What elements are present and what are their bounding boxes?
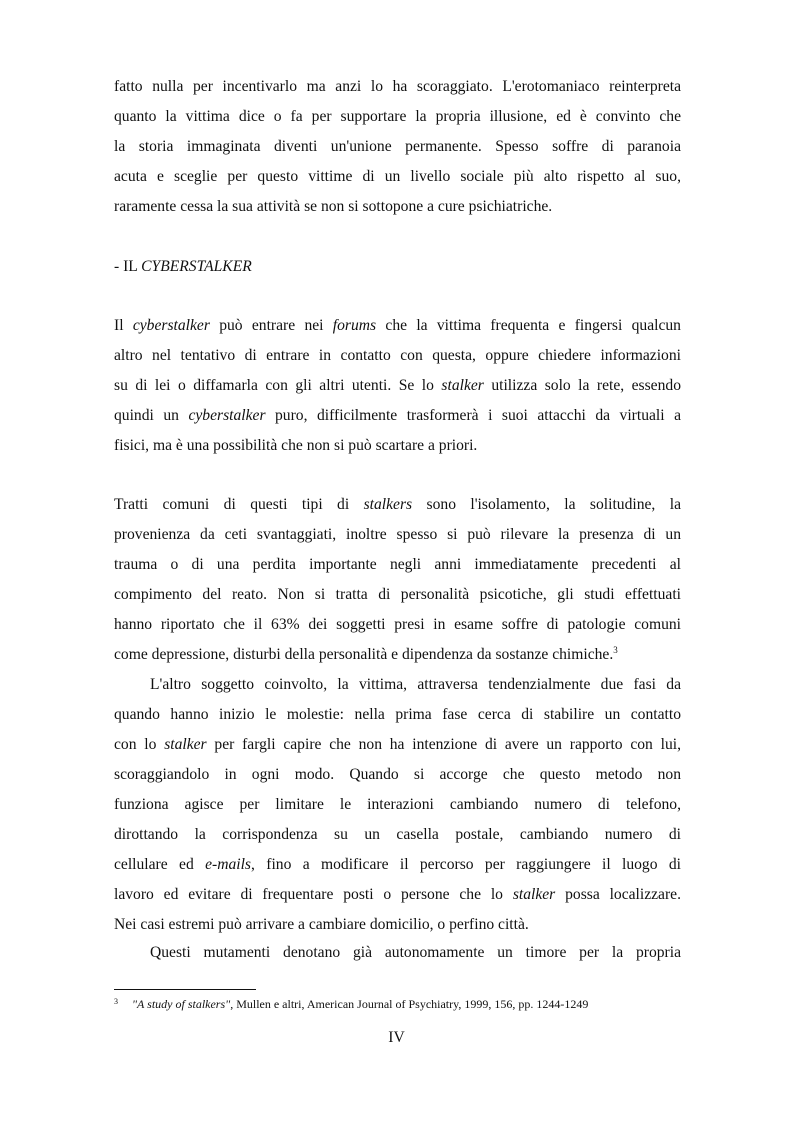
footnote-number: 3 xyxy=(114,997,118,1006)
text-line: come depressione, disturbi della personalità e dipendenza da sostanze chimiche.$^3$ xyxy=(114,645,618,663)
text-line: scoraggiandolo in ogni modo. Quando si accorge che questo metodo non xyxy=(114,766,681,783)
text-line: Tratti comuni di questi tipi di stalkers sono l'isolamento, la solitudine, la xyxy=(114,496,681,513)
footnote-reference[interactable]: 3 xyxy=(613,645,618,655)
text-line: con lo stalker per fargli capire che non ha intenzione di avere un rapporto con lui, xyxy=(114,736,681,753)
paragraph-erotomaniac xyxy=(114,72,681,222)
heading-prefix: - IL xyxy=(114,258,142,275)
text-line: quando hanno inizio le molestie: nella prima fase cerca di stabilire un contatto xyxy=(114,706,681,723)
text-line: Il cyberstalker può entrare nei forums che la vittima frequenta e fingersi qualcun xyxy=(114,317,681,334)
footnote-separator xyxy=(114,989,256,990)
text-line: compimento del reato. Non si tratta di personalità psicotiche, gli studi effettuati xyxy=(114,586,681,603)
page-number: IV xyxy=(388,1029,405,1046)
text-line: trauma o di una perdita importante negli anni immediatamente precedenti al xyxy=(114,556,681,573)
paragraph-common-traits xyxy=(114,490,681,670)
text-line: fisici, ma è una possibilità che non si può scartare a priori. xyxy=(114,437,478,454)
text-line: lavoro ed evitare di frequentare posti o persone che lo stalker possa localizzare. xyxy=(114,886,681,903)
paragraph-changes xyxy=(114,938,681,968)
text-line: L'altro soggetto coinvolto, la vittima, attraversa tendenzialmente due fasi da xyxy=(150,676,681,693)
text-line: cellulare ed e-mails, fino a modificare il percorso per raggiungere il luogo di xyxy=(114,856,681,873)
text-line: la storia immaginata diventi un'unione permanente. Spesso soffre di paranoia xyxy=(114,138,681,155)
text-line: quindi un cyberstalker puro, difficilmente trasformerà i suoi attacchi da virtuali a xyxy=(114,407,682,424)
text-line: provenienza da ceti svantaggiati, inoltre spesso si può rilevare la presenza di un xyxy=(114,526,681,543)
text-line: fatto nulla per incentivarlo ma anzi lo ha scoraggiato. L'erotomaniaco reinterpreta xyxy=(114,78,681,95)
section-heading xyxy=(114,252,681,282)
text-line: Nei casi estremi può arrivare a cambiare domicilio, o perfino città. xyxy=(114,916,529,933)
paragraph-cyberstalker xyxy=(114,311,681,461)
text-line: quanto la vittima dice o fa per supportare la propria illusione, ed è convinto che xyxy=(114,108,681,125)
text-line: raramente cessa la sua attività se non si sottopone a cure psichiatriche. xyxy=(114,198,553,215)
text-line: hanno riportato che il 63% dei soggetti presi in esame soffre di patologie comuni xyxy=(114,616,681,633)
text-line: dirottando la corrispondenza su un casella postale, cambiando numero di xyxy=(114,826,681,843)
heading-title: CYBERSTALKER xyxy=(141,258,252,275)
footnote-title: "A study of stalkers" xyxy=(132,997,231,1011)
footnote-text: , Mullen e altri, American Journal of Psychiatry, 1999, 156, pp. 1244-1249 xyxy=(230,997,589,1011)
paragraph-victim xyxy=(114,670,681,940)
text-line: altro nel tentativo di entrare in contatto con questa, oppure chiedere informazioni xyxy=(114,347,681,364)
footnote xyxy=(114,994,681,1012)
text-line: Questi mutamenti denotano già autonomamente un timore per la propria xyxy=(150,944,681,961)
text-line: acuta e sceglie per questo vittime di un livello sociale più alto rispetto al suo, xyxy=(114,168,681,185)
text-line: su di lei o diffamarla con gli altri utenti. Se lo stalker utilizza solo la rete, essendo xyxy=(114,377,681,394)
text-line: funziona agisce per limitare le interazioni cambiando numero di telefono, xyxy=(114,796,681,813)
